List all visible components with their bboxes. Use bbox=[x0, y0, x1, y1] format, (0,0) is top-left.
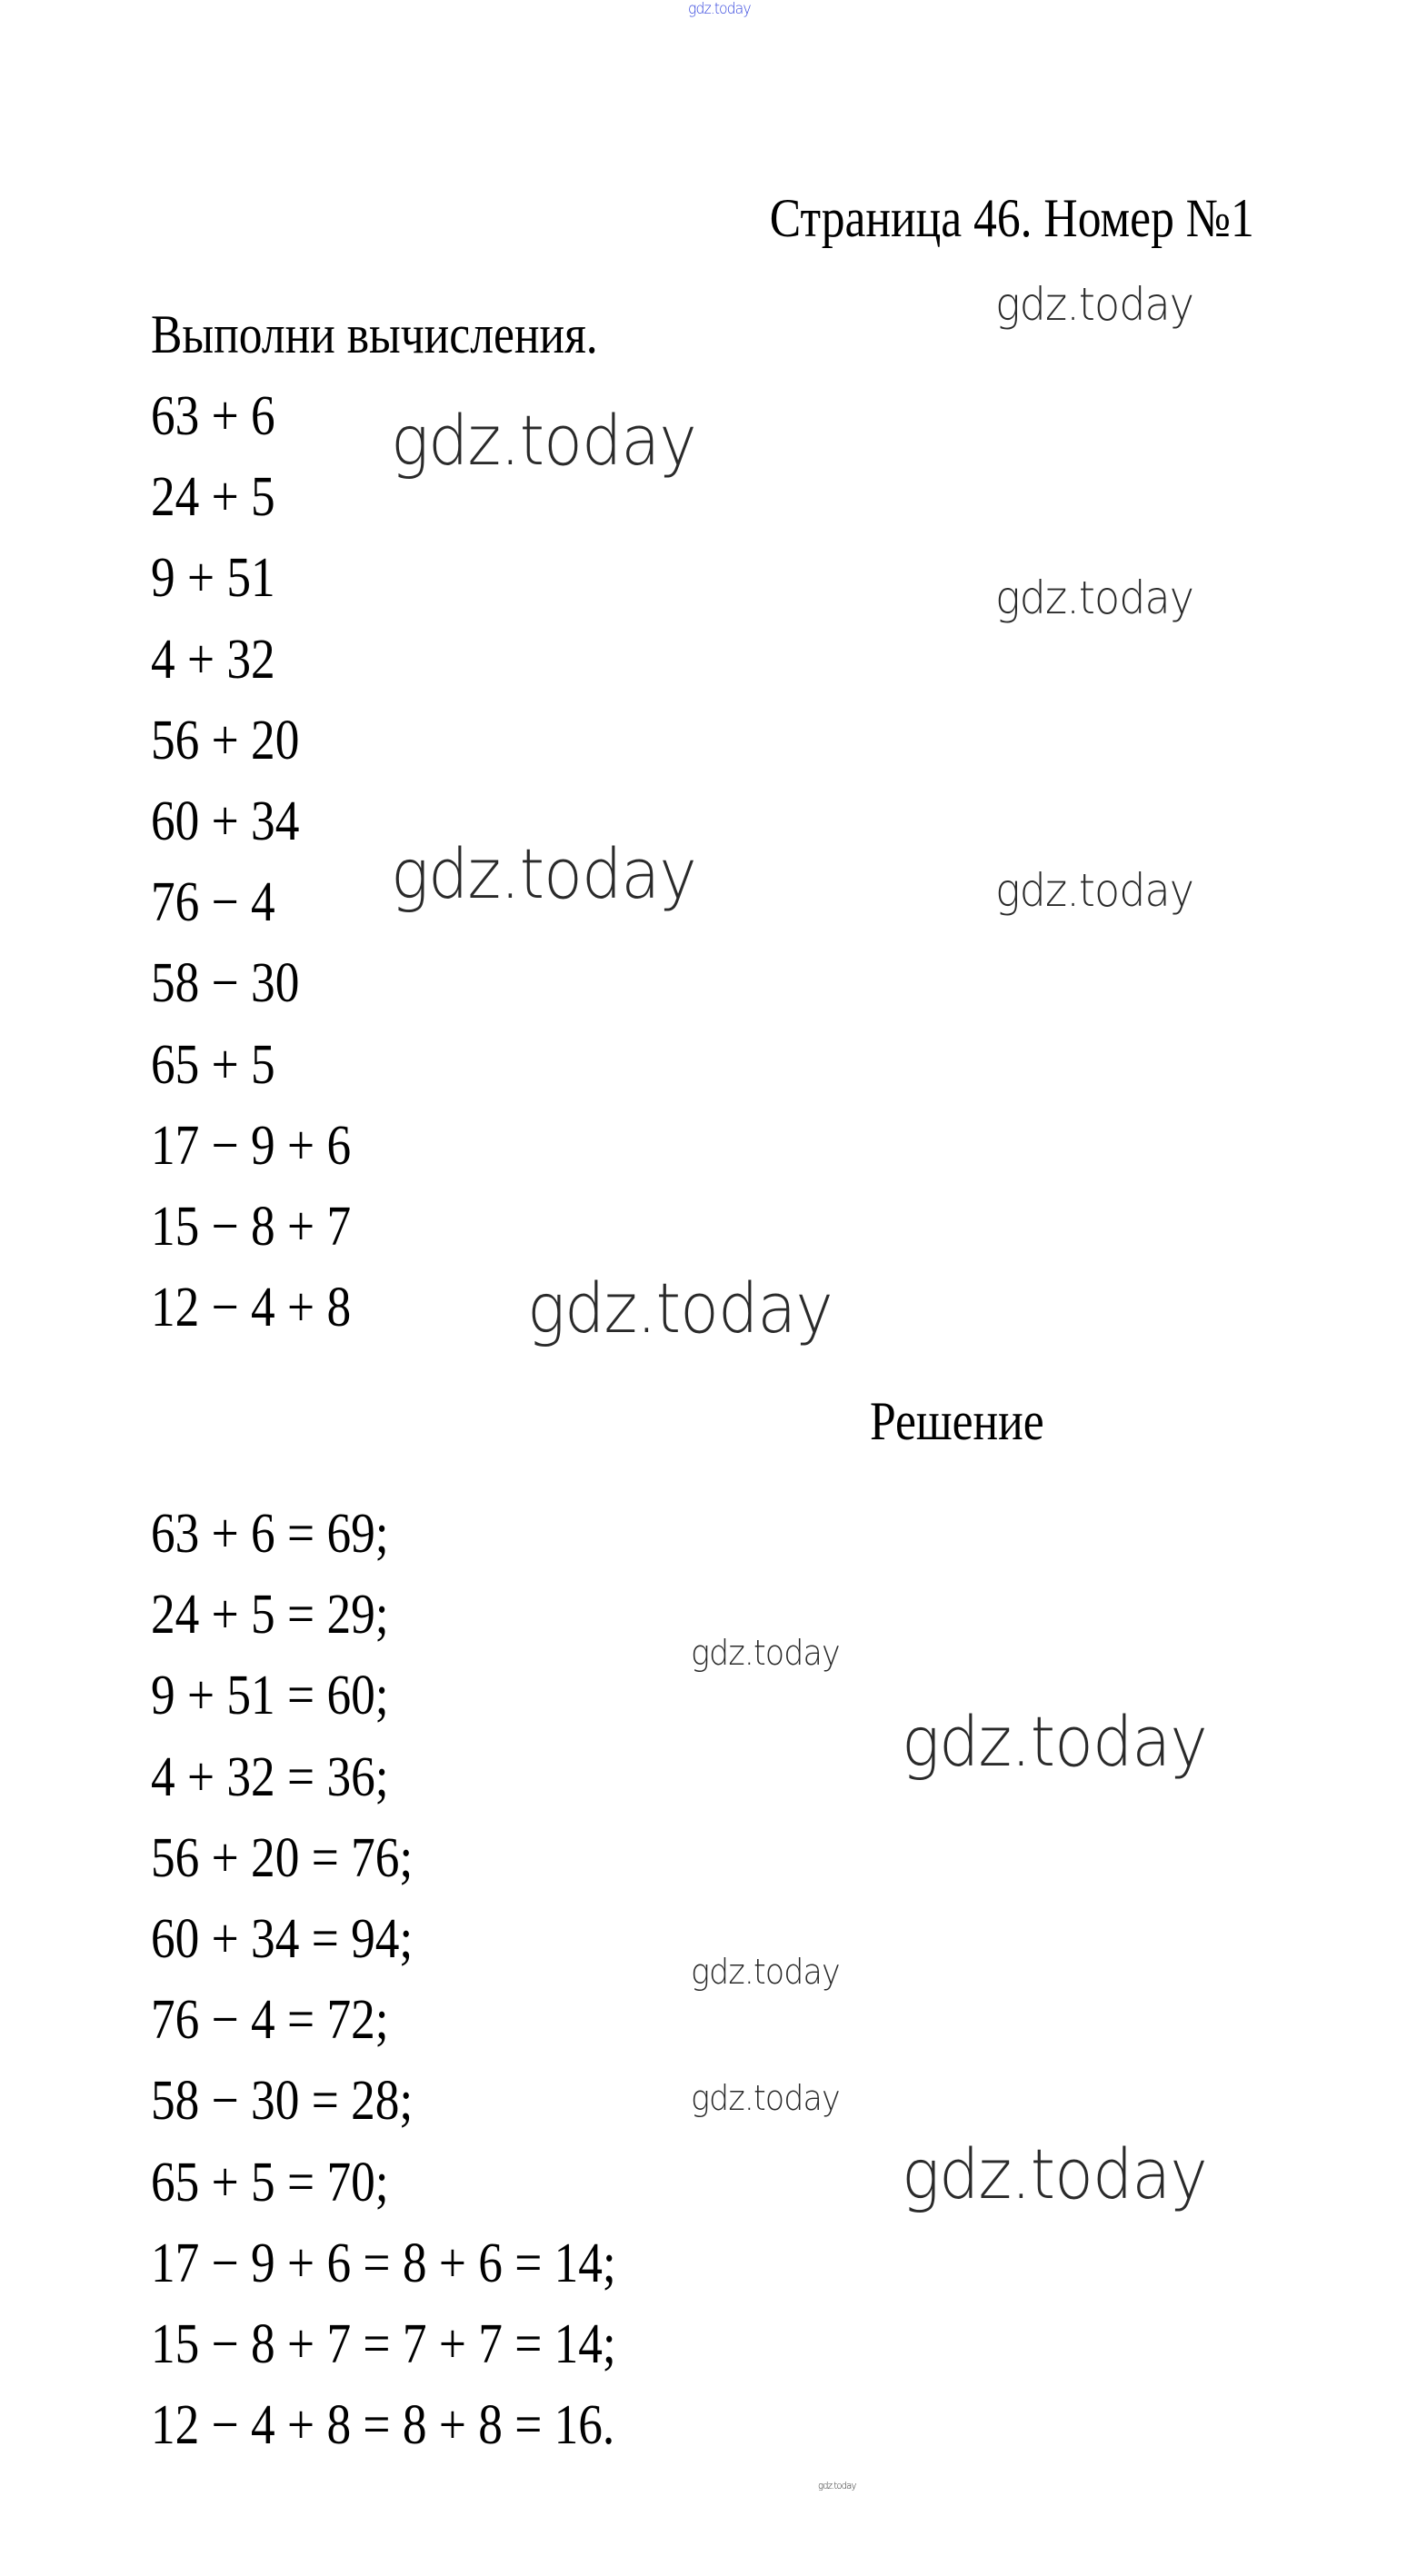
watermark: gdz.today bbox=[902, 2133, 1207, 2214]
answer-line: 63 + 6 = 69; bbox=[151, 1503, 389, 1565]
answer-line: 15 − 8 + 7 = 7 + 7 = 14; bbox=[151, 2313, 616, 2375]
answer-line: 4 + 32 = 36; bbox=[151, 1746, 389, 1808]
answer-line: 24 + 5 = 29; bbox=[151, 1584, 389, 1646]
problem-line: 76 − 4 bbox=[151, 871, 275, 934]
watermark-top: gdz.today bbox=[688, 0, 751, 18]
watermark: gdz.today bbox=[391, 833, 696, 914]
watermark: gdz.today bbox=[391, 400, 696, 481]
answer-line: 76 − 4 = 72; bbox=[151, 1989, 389, 2052]
answer-line: 17 − 9 + 6 = 8 + 6 = 14; bbox=[151, 2232, 616, 2294]
watermark: gdz.today bbox=[902, 1701, 1207, 1782]
answer-line: 56 + 20 = 76; bbox=[151, 1826, 414, 1889]
watermark: gdz.today bbox=[691, 1633, 840, 1673]
answer-line: 60 + 34 = 94; bbox=[151, 1908, 414, 1970]
problem-line: 15 − 8 + 7 bbox=[151, 1196, 352, 1258]
problem-line: 24 + 5 bbox=[151, 466, 275, 529]
watermark: gdz.today bbox=[995, 572, 1194, 624]
watermark: gdz.today bbox=[818, 2480, 856, 2491]
page-title: Страница 46. Номер №1 bbox=[769, 188, 1254, 248]
problem-line: 4 + 32 bbox=[151, 628, 275, 691]
problem-line: 56 + 20 bbox=[151, 709, 300, 771]
answer-line: 65 + 5 = 70; bbox=[151, 2151, 389, 2213]
answer-line: 9 + 51 = 60; bbox=[151, 1665, 389, 1727]
solution-heading: Решение bbox=[870, 1391, 1044, 1451]
answer-line: 58 − 30 = 28; bbox=[151, 2070, 414, 2133]
problem-line: 58 − 30 bbox=[151, 952, 300, 1015]
problem-line: 12 − 4 + 8 bbox=[151, 1277, 352, 1339]
problem-line: 60 + 34 bbox=[151, 791, 300, 852]
problem-line: 65 + 5 bbox=[151, 1033, 275, 1096]
watermark: gdz.today bbox=[995, 864, 1194, 917]
answer-line: 12 − 4 + 8 = 8 + 8 = 16. bbox=[151, 2394, 615, 2457]
watermark: gdz.today bbox=[995, 278, 1194, 331]
watermark: gdz.today bbox=[691, 1952, 840, 1992]
watermark: gdz.today bbox=[691, 2078, 840, 2118]
problem-line: 9 + 51 bbox=[151, 547, 275, 610]
task-heading: Выполни вычисления. bbox=[151, 304, 598, 364]
watermark: gdz.today bbox=[527, 1268, 833, 1348]
problem-line: 63 + 6 bbox=[151, 385, 275, 447]
problem-line: 17 − 9 + 6 bbox=[151, 1114, 352, 1177]
